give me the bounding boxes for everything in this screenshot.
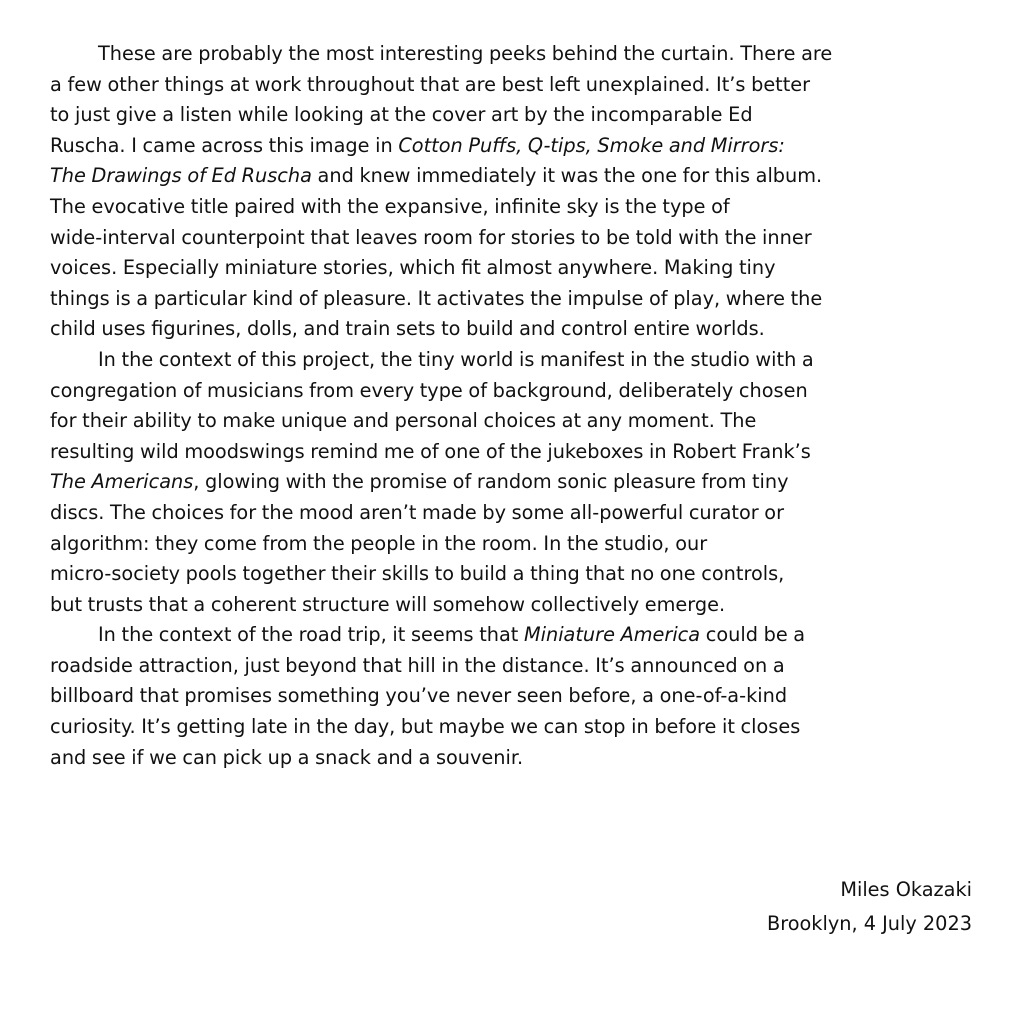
text-segment: curiosity. It’s getting late in the day, but maybe we can stop in before it closes (50, 715, 801, 739)
text-segment: algorithm: they come from the people in the room. In the studio, our (50, 531, 708, 555)
text-segment: micro-society pools together their skills to build a thing that no one controls, (50, 562, 785, 586)
text-segment: discs. The choices for the mood aren’t made by some all-powerful curator or (50, 500, 785, 524)
text-line (50, 100, 980, 131)
text-line (50, 559, 980, 590)
text-line (50, 620, 980, 651)
text-segment: resulting wild moodswings remind me of one of the jukeboxes in Robert Frank’s (50, 439, 811, 463)
text-segment: , glowing with the promise of random sonic pleasure from tiny (193, 470, 789, 494)
text-line (50, 406, 980, 437)
author-name: Miles Okazaki (840, 878, 972, 901)
text-segment: roadside attraction, just beyond that hill in the distance. It’s announced on a (50, 653, 785, 677)
text-line (50, 376, 980, 407)
text-line (50, 39, 980, 70)
text-line (50, 712, 980, 743)
text-line (50, 192, 980, 223)
text-line (50, 253, 980, 284)
text-line (50, 498, 980, 529)
text-segment: In the context of this project, the tiny world is manifest in the studio with a (98, 347, 814, 371)
text-segment: voices. Especially miniature stories, which fit almost anywhere. Making tiny (50, 256, 776, 280)
text-segment: but trusts that a coherent structure will somehow collectively emerge. (50, 592, 726, 616)
italic-title: Miniature America (523, 623, 701, 647)
text-segment: to just give a listen while looking at the cover art by the incomparable Ed (50, 103, 753, 127)
text-segment: Ruscha. I came across this image in (50, 133, 399, 157)
text-segment: The evocative title paired with the expansive, infinite sky is the type of (50, 194, 730, 218)
text-line (50, 70, 980, 101)
text-line (50, 314, 980, 345)
italic-title: The Americans (50, 470, 194, 494)
text-line (50, 223, 980, 254)
text-line (50, 681, 980, 712)
place-date: Brooklyn, 4 July 2023 (766, 912, 972, 935)
text-line (50, 467, 980, 498)
text-line (50, 345, 980, 376)
text-line (50, 529, 980, 560)
text-segment: a few other things at work throughout that are best left unexplained. It’s better (50, 72, 811, 96)
essay-body (50, 39, 980, 773)
text-segment: congregation of musicians from every type of background, deliberately chosen (50, 378, 808, 402)
text-segment: for their ability to make unique and personal choices at any moment. The (50, 409, 757, 433)
italic-title: The Drawings of Ed Ruscha (50, 164, 312, 188)
text-line (50, 437, 980, 468)
text-segment: billboard that promises something you’ve never seen before, a one-of-a-kind (50, 684, 788, 708)
text-line (50, 161, 980, 192)
text-line (50, 131, 980, 162)
text-segment: things is a particular kind of pleasure. It activates the impulse of play, where the (50, 286, 823, 310)
text-segment: and knew immediately it was the one for this album. (311, 164, 823, 188)
text-segment: These are probably the most interesting peeks behind the curtain. There are (98, 42, 833, 65)
text-line (50, 284, 980, 315)
text-segment: and see if we can pick up a snack and a souvenir. (50, 745, 524, 769)
text-line (50, 590, 980, 621)
text-segment: child uses figurines, dolls, and train sets to build and control entire worlds. (50, 317, 765, 341)
text-line (50, 651, 980, 682)
text-segment: In the context of the road trip, it seems that (98, 623, 524, 647)
signature-block (767, 873, 972, 941)
italic-title: Cotton Puffs, Q-tips, Smoke and Mirrors: (398, 133, 785, 157)
text-line (50, 743, 980, 774)
text-segment: wide-interval counterpoint that leaves room for stories to be told with the inner (50, 225, 812, 249)
text-segment: could be a (700, 623, 806, 647)
